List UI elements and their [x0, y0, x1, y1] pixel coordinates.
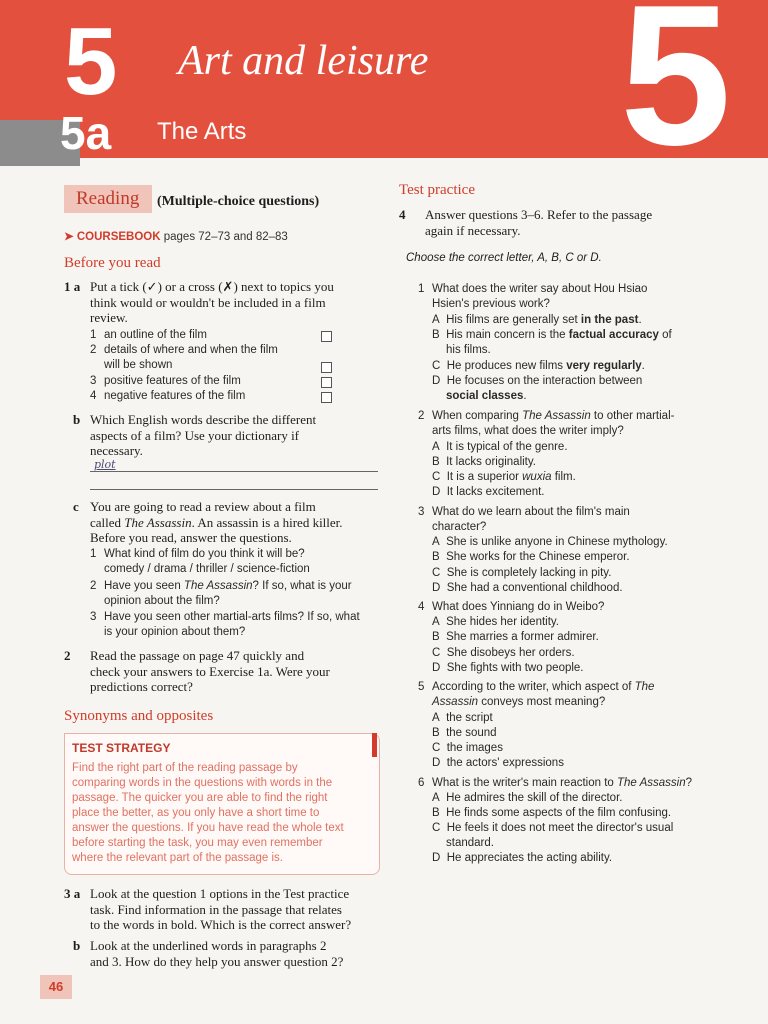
page-number: 46 — [40, 975, 72, 999]
text-line: Look at the underlined words in paragraphs 2 — [90, 938, 327, 953]
unit-title: Art and leisure — [178, 38, 429, 84]
exercise-3a-text — [90, 886, 351, 933]
option-text: She marries a former admirer. — [446, 631, 599, 643]
option-text: He appreciates the acting ability. — [446, 852, 613, 864]
text-span: called — [90, 514, 125, 530]
c-question-2-text — [104, 579, 352, 594]
text-line: think would or wouldn't be included in a film — [90, 294, 326, 310]
topic-1-checkbox[interactable] — [321, 331, 332, 342]
topic-3-text: positive features of the film — [104, 375, 241, 387]
option-text: It lacks excitement. — [446, 486, 545, 498]
topic-3-number: 3 — [90, 375, 97, 387]
answer-line[interactable] — [90, 471, 378, 472]
question-6-option-b[interactable]: B He finds some aspects of the film confusing. — [432, 807, 672, 819]
c-question-1-text: What kind of film do you think it will be? — [104, 548, 305, 560]
question-2-option-a[interactable]: A It is typical of the genre. — [432, 441, 568, 453]
option-keyword: social classes — [446, 390, 524, 402]
question-6-stem — [432, 776, 692, 791]
exercise-2-number: 2 — [64, 648, 71, 663]
question-3-option-c[interactable]: C She is completely lacking in pity. — [432, 567, 612, 579]
option-keyword: in the past — [580, 314, 639, 326]
topic-4-text: negative features of the film — [104, 390, 246, 402]
coursebook-pages: pages 72–73 and 82–83 — [163, 231, 288, 243]
option-text: His films are generally set — [446, 314, 581, 326]
question-4-option-b[interactable]: B She marries a former admirer. — [432, 631, 599, 643]
topic-2-checkbox[interactable] — [321, 362, 332, 373]
unit-number: 5 — [64, 8, 118, 115]
text-span: ? If so, what is your — [252, 580, 352, 592]
question-5-option-b[interactable]: B the sound — [432, 727, 497, 739]
exercise-3a-number: 3 a — [64, 886, 81, 901]
text-line: answer the questions. If you have read the whole text — [72, 822, 344, 834]
c-question-1-options: comedy / drama / thriller / science-fiction — [104, 563, 310, 575]
question-3-stem-line2: character? — [432, 521, 487, 533]
c-question-3-text-line2: is your opinion about them? — [104, 626, 246, 638]
question-5-option-d[interactable]: D the actors' expressions — [432, 757, 564, 769]
topic-4-number: 4 — [90, 390, 97, 402]
c-question-3-number: 3 — [90, 611, 97, 623]
test-strategy-text — [72, 761, 344, 866]
topic-2-text-line2: will be shown — [104, 359, 173, 371]
lesson-number: 5a — [60, 107, 112, 159]
text-line: before starting the task, you may even remember — [72, 837, 323, 849]
option-text: . — [523, 390, 527, 402]
coursebook-reference — [64, 229, 288, 243]
question-4-number: 4 — [418, 601, 425, 613]
test-strategy-title: TEST STRATEGY — [72, 741, 171, 755]
exercise-1c-number: c — [73, 499, 79, 514]
film-title: The Assassin — [183, 580, 253, 592]
text-line: place the better, as you only have a short time to — [72, 807, 320, 819]
question-3-number: 3 — [418, 506, 425, 518]
text-line: passage. The quicker you are able to find the right — [72, 792, 328, 804]
question-2-stem-line2: arts films, what does the writer imply? — [432, 425, 624, 437]
text-line: to the words in bold. Which is the correct answer? — [90, 917, 352, 932]
question-1-option-b-line2: his films. — [446, 344, 491, 356]
option-text: It is typical of the genre. — [446, 441, 568, 453]
text-line: and 3. How do they help you answer question 2? — [90, 953, 344, 969]
test-strategy-accent — [372, 733, 377, 757]
text-line: Read the passage on page 47 quickly and — [90, 648, 305, 663]
question-1-option-a[interactable]: A His films are generally set in the past. — [432, 314, 642, 326]
question-1-stem-line2: Hsien's previous work? — [432, 298, 550, 310]
text-span: What is the writer's main reaction to — [432, 777, 617, 789]
question-6-number: 6 — [418, 777, 425, 789]
question-2-stem — [432, 409, 674, 424]
text-span: conveys most meaning? — [478, 696, 606, 708]
text-line — [90, 515, 343, 531]
unit-decorative-number: 5 — [620, 0, 732, 158]
text-line: comparing words in the questions with words in the — [72, 777, 333, 789]
option-text: She hides her identity. — [446, 616, 560, 628]
question-5-option-c[interactable]: C the images — [432, 742, 503, 754]
genre-term: wuxia — [522, 471, 552, 483]
option-keyword: factual accuracy — [568, 329, 659, 341]
film-title: The — [634, 681, 655, 693]
question-1-option-c[interactable]: C He produces new films very regularly. — [432, 360, 645, 372]
c-question-1-number: 1 — [90, 548, 97, 560]
text-line: task. Find information in the passage that relates — [90, 901, 342, 917]
option-text: the script — [446, 712, 493, 724]
question-1-option-b[interactable]: B His main concern is the factual accuracy of — [432, 329, 672, 341]
text-span: According to the writer, which aspect of — [432, 681, 635, 693]
topic-1-number: 1 — [90, 329, 97, 341]
text-line: Find the right part of the reading passage by — [72, 762, 298, 774]
option-text: He admires the skill of the director. — [446, 792, 623, 804]
question-6-option-a[interactable]: A He admires the skill of the director. — [432, 792, 623, 804]
exercise-4-number: 4 — [399, 207, 406, 222]
text-line: review. — [90, 310, 128, 325]
option-text: She disobeys her orders. — [446, 647, 575, 659]
option-text: She had a conventional childhood. — [446, 582, 623, 594]
task-instruction: Choose the correct letter, A, B, C or D. — [406, 252, 602, 264]
topic-1-text: an outline of the film — [104, 329, 207, 341]
c-question-2-number: 2 — [90, 580, 97, 592]
test-practice-heading: Test practice — [399, 182, 475, 198]
option-text: the sound — [446, 727, 497, 739]
option-text: He produces new films — [446, 360, 567, 372]
option-text: She fights with two people. — [446, 662, 584, 674]
text-span: When comparing — [432, 410, 523, 422]
topic-2-number: 2 — [90, 344, 97, 356]
question-3-option-a[interactable]: A She is unlike anyone in Chinese mythology. — [432, 536, 668, 548]
question-3-option-d[interactable]: D She had a conventional childhood. — [432, 582, 623, 594]
text-line: again if necessary. — [425, 222, 521, 238]
reading-title: Reading — [76, 188, 140, 209]
text-line: where the relevant part of the passage is. — [72, 852, 283, 864]
text-line: Which English words describe the different — [90, 412, 317, 427]
question-5-stem-line2 — [432, 695, 605, 710]
question-5-number: 5 — [418, 681, 425, 693]
option-text: . — [638, 314, 642, 326]
option-keyword: very regularly — [566, 360, 642, 372]
text-span: . An assassin is a hired killer. — [191, 514, 343, 530]
text-line: check your answers to Exercise 1a. Were your — [90, 663, 330, 679]
answer-line[interactable] — [90, 489, 378, 490]
film-title: Assassin — [432, 696, 479, 708]
text-line: Before you read, answer the questions. — [90, 530, 292, 545]
question-6-option-d[interactable]: D He appreciates the acting ability. — [432, 852, 613, 864]
film-title: The Assassin — [616, 777, 686, 789]
text-span: Have you seen — [104, 580, 184, 592]
text-line: aspects of a film? Use your dictionary if — [90, 427, 300, 443]
lesson-title: The Arts — [157, 118, 247, 145]
c-question-2-text-line2: opinion about the film? — [104, 595, 220, 607]
question-4-option-d[interactable]: D She fights with two people. — [432, 662, 584, 674]
question-4-option-a[interactable]: A She hides her identity. — [432, 616, 560, 628]
option-text: He finds some aspects of the film confusing. — [446, 807, 672, 819]
exercise-1a-text — [90, 279, 334, 326]
reading-subtitle: (Multiple-choice questions) — [157, 194, 320, 209]
question-2-option-c[interactable]: C It is a superior wuxia film. — [432, 471, 576, 483]
question-2-option-d[interactable]: D It lacks excitement. — [432, 486, 545, 498]
question-1-stem: What does the writer say about Hou Hsiao — [432, 283, 648, 295]
text-line: Put a tick (✓) or a cross (✗) next to topics you — [90, 279, 334, 294]
question-1-option-d-line2 — [446, 389, 527, 404]
option-text: It is a superior — [446, 471, 523, 483]
question-6-option-c-line2: standard. — [446, 837, 494, 849]
before-you-read-heading: Before you read — [64, 255, 161, 271]
text-span: to other martial- — [590, 410, 675, 422]
option-text: He feels it does not meet the director's usual — [446, 822, 674, 834]
option-text: . — [641, 360, 645, 372]
text-line: necessary. — [90, 443, 143, 458]
exercise-1c-text — [90, 499, 343, 546]
exercise-1a-number: 1 a — [64, 279, 81, 294]
topic-3-checkbox[interactable] — [321, 377, 332, 388]
option-text: of — [658, 329, 672, 341]
question-3-option-b[interactable]: B She works for the Chinese emperor. — [432, 551, 630, 563]
exercise-4-text — [425, 207, 652, 238]
question-5-option-a[interactable]: A the script — [432, 712, 493, 724]
topic-2-text: details of where and when the film — [104, 344, 278, 356]
option-text: It lacks originality. — [446, 456, 536, 468]
option-text: film. — [551, 471, 576, 483]
topic-4-checkbox[interactable] — [321, 392, 332, 403]
handwritten-answer: plot — [94, 458, 116, 471]
option-text: She works for the Chinese emperor. — [446, 551, 630, 563]
option-text: He focuses on the interaction between — [446, 375, 643, 387]
coursebook-label: ➤ COURSEBOOK — [64, 231, 161, 243]
c-question-3-text: Have you seen other martial-arts films? If so, what — [104, 611, 360, 623]
question-6-option-c[interactable]: C He feels it does not meet the director's usual — [432, 822, 674, 834]
question-2-number: 2 — [418, 410, 425, 422]
option-text: She is unlike anyone in Chinese mythology. — [446, 536, 668, 548]
text-line: Answer questions 3–6. Refer to the passage — [425, 207, 653, 222]
synonyms-heading: Synonyms and opposites — [64, 708, 214, 724]
exercise-1b-number: b — [73, 412, 81, 427]
text-line: You are going to read a review about a film — [90, 499, 316, 514]
option-text: His main concern is the — [446, 329, 569, 341]
exercise-2-text — [90, 648, 330, 695]
option-text: the actors' expressions — [446, 757, 564, 769]
question-5-stem — [432, 680, 654, 695]
exercise-1b-text — [90, 412, 316, 459]
question-1-option-d[interactable]: D He focuses on the interaction between — [432, 375, 643, 387]
text-line: predictions correct? — [90, 679, 193, 694]
question-4-stem: What does Yinniang do in Weibo? — [432, 601, 605, 613]
film-title: The Assassin — [124, 514, 192, 530]
text-line: Look at the question 1 options in the Test practice — [90, 886, 350, 901]
question-4-option-c[interactable]: C She disobeys her orders. — [432, 647, 575, 659]
question-3-stem: What do we learn about the film's main — [432, 506, 630, 518]
exercise-3b-number: b — [73, 938, 81, 953]
question-2-option-b[interactable]: B It lacks originality. — [432, 456, 536, 468]
option-text: She is completely lacking in pity. — [446, 567, 612, 579]
question-1-number: 1 — [418, 283, 425, 295]
text-span: ? — [685, 777, 692, 789]
exercise-3b-text — [90, 938, 343, 969]
option-text: the images — [446, 742, 503, 754]
film-title: The Assassin — [522, 410, 591, 422]
